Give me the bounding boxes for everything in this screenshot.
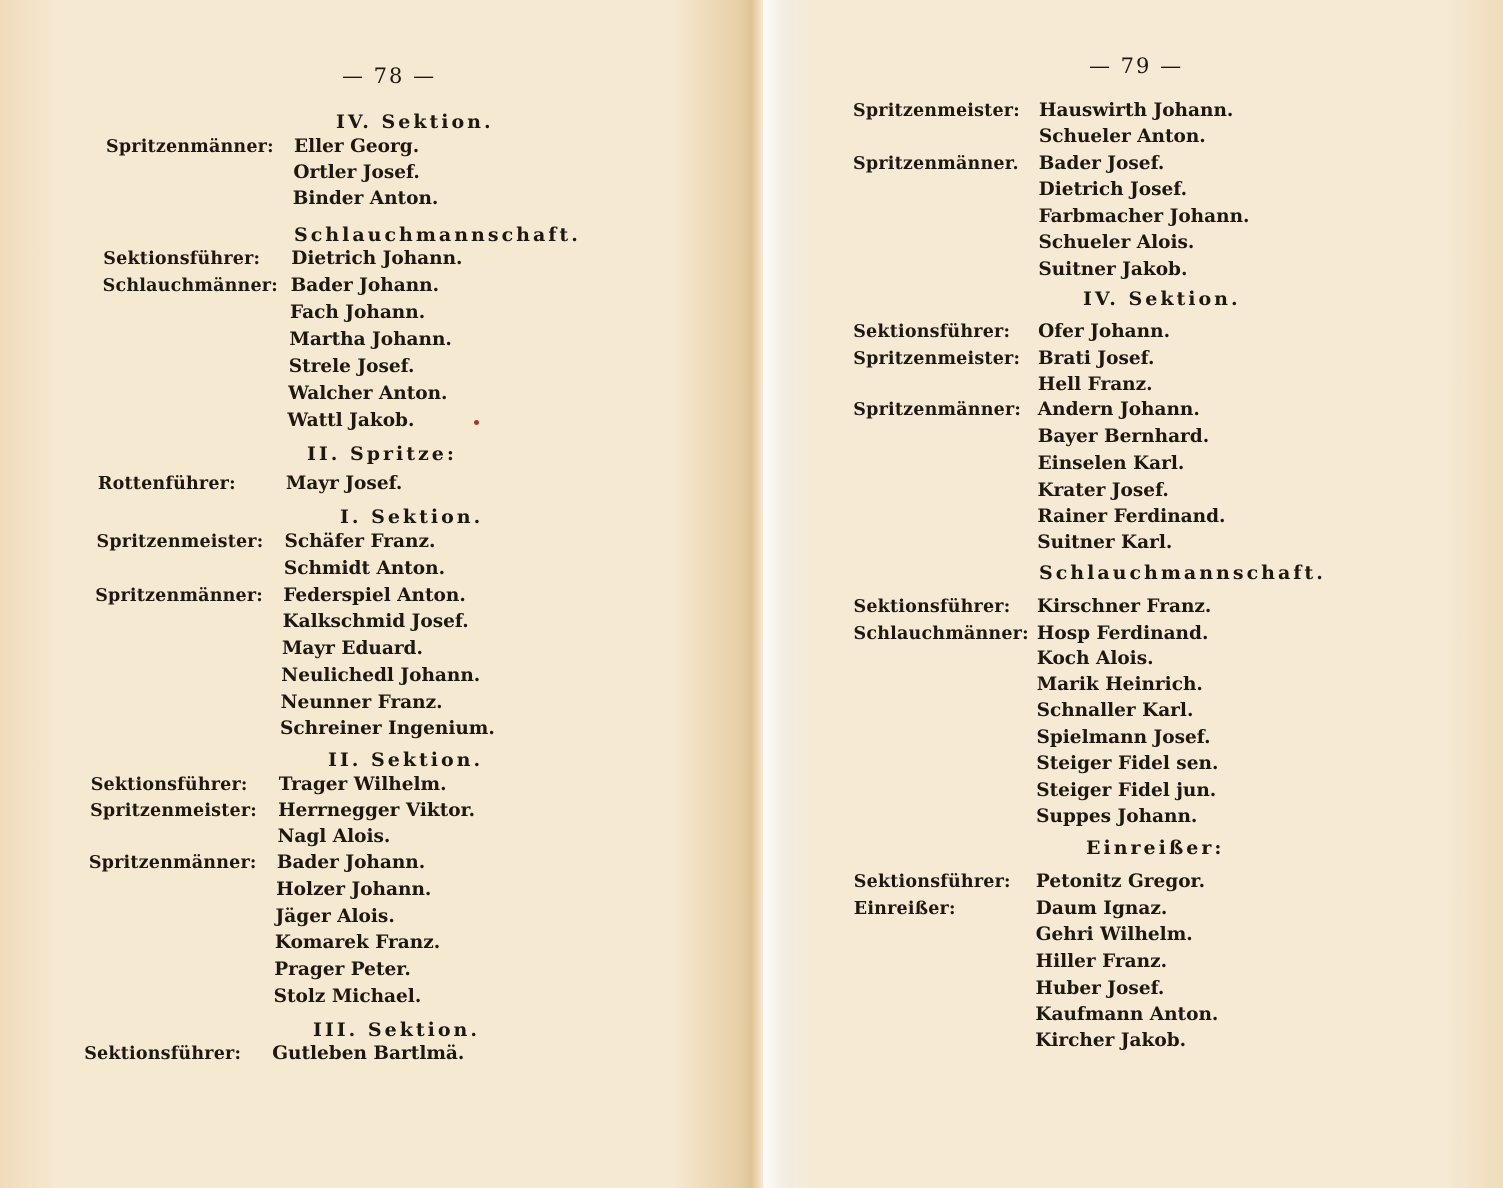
member-name: Fach Johann.	[290, 302, 426, 323]
member-name: Dietrich Johann.	[291, 248, 463, 269]
member-name: Jäger Alois.	[275, 906, 395, 927]
member-name: Farbmacher Johann.	[1038, 206, 1250, 227]
right-page	[763, 0, 1503, 1188]
section-heading: III. Sektion.	[313, 1019, 480, 1041]
member-name: Huber Josef.	[1035, 978, 1165, 999]
page-number: — 78 —	[342, 64, 437, 88]
member-name: Rainer Ferdinand.	[1037, 506, 1226, 527]
member-name: Hauswirth Johann.	[1039, 100, 1234, 121]
member-name: Mayr Josef.	[285, 473, 403, 494]
member-name: Bayer Bernhard.	[1037, 426, 1210, 447]
member-name: Binder Anton.	[292, 188, 439, 209]
member-name: Ortler Josef.	[293, 162, 420, 183]
role-label: Spritzenmeister:	[96, 532, 264, 552]
member-name: Andern Johann.	[1037, 399, 1200, 420]
member-name: Gutleben Bartlmä.	[272, 1043, 465, 1064]
role-label: Sektionsführer:	[853, 322, 1011, 342]
member-name: Kircher Jakob.	[1035, 1030, 1187, 1051]
section-heading: Einreißer:	[1086, 837, 1225, 859]
member-name: Einselen Karl.	[1037, 453, 1185, 474]
member-name: Gehri Wilhelm.	[1035, 924, 1193, 945]
member-name: Daum Ignaz.	[1035, 898, 1168, 919]
member-name: Steiger Fidel jun.	[1036, 780, 1217, 801]
member-name: Neulichedl Johann.	[281, 665, 481, 686]
member-name: Suitner Jakob.	[1038, 259, 1188, 280]
role-label: Spritzenmeister:	[853, 349, 1021, 369]
role-label: Spritzenmänner:	[88, 853, 257, 873]
member-name: Wattl Jakob.	[287, 410, 415, 431]
section-heading: Schlauchmannschaft.	[1039, 562, 1326, 584]
member-name: Ofer Johann.	[1038, 321, 1171, 342]
member-name: Schreiner Ingenium.	[280, 718, 495, 739]
role-label: Sektionsführer:	[853, 597, 1011, 617]
role-label: Spritzenmeister:	[90, 801, 257, 821]
member-name: Bader Johann.	[290, 275, 440, 296]
member-name: Kirschner Franz.	[1037, 596, 1212, 617]
member-name: Schueler Anton.	[1038, 126, 1206, 147]
member-name: Walcher Anton.	[288, 383, 448, 404]
member-name: Strele Josef.	[288, 356, 415, 377]
member-name: Spielmann Josef.	[1036, 727, 1211, 748]
member-name: Hell Franz.	[1037, 374, 1153, 395]
role-label: Sektionsführer:	[84, 1044, 242, 1064]
role-label: Rottenführer:	[97, 474, 236, 494]
member-name: Neunner Franz.	[280, 692, 443, 713]
member-name: Kalkschmid Josef.	[282, 611, 469, 632]
member-name: Hosp Ferdinand.	[1036, 623, 1209, 644]
role-label: Schlauchmänner:	[102, 276, 278, 296]
member-name: Holzer Johann.	[276, 879, 432, 900]
member-name: Suitner Karl.	[1037, 532, 1173, 553]
role-label: Einreißer:	[853, 899, 956, 919]
member-name: Suppes Johann.	[1036, 806, 1198, 827]
member-name: Dietrich Josef.	[1038, 179, 1188, 200]
member-name: Martha Johann.	[289, 329, 452, 350]
role-label: Sektionsführer:	[103, 249, 261, 269]
section-heading: I. Sektion.	[340, 506, 484, 528]
member-name: Steiger Fidel sen.	[1036, 753, 1219, 774]
page-number: — 79 —	[1089, 54, 1184, 78]
member-name: Petonitz Gregor.	[1035, 871, 1206, 892]
member-name: Herrnegger Viktor.	[278, 800, 476, 821]
member-name: Eller Georg.	[294, 136, 420, 157]
member-name: Koch Alois.	[1036, 648, 1154, 669]
member-name: Nagl Alois.	[277, 826, 391, 847]
member-name: Komarek Franz.	[274, 932, 441, 953]
ink-spot	[474, 420, 479, 425]
role-label: Sektionsführer:	[90, 775, 248, 795]
member-name: Krater Josef.	[1037, 480, 1169, 501]
role-label: Sektionsführer:	[853, 872, 1011, 892]
section-heading: Schlauchmannschaft.	[294, 224, 581, 246]
member-name: Federspiel Anton.	[283, 585, 466, 606]
member-name: Brati Josef.	[1038, 348, 1155, 369]
role-label: Spritzenmeister:	[853, 101, 1020, 121]
member-name: Marik Heinrich.	[1036, 674, 1203, 695]
member-name: Kaufmann Anton.	[1035, 1004, 1219, 1025]
role-label: Spritzenmänner:	[853, 400, 1022, 420]
member-name: Stolz Michael.	[273, 986, 422, 1007]
member-name: Mayr Eduard.	[281, 638, 423, 659]
member-name: Bader Josef.	[1038, 153, 1165, 174]
role-label: Schlauchmänner:	[853, 624, 1029, 644]
member-name: Schmidt Anton.	[283, 558, 446, 579]
section-heading: IV. Sektion.	[1083, 288, 1241, 310]
member-name: Schueler Alois.	[1038, 232, 1195, 253]
member-name: Bader Johann.	[276, 852, 426, 873]
member-name: Schnaller Karl.	[1036, 700, 1194, 721]
section-heading: IV. Sektion.	[336, 111, 494, 133]
role-label: Spritzenmänner:	[106, 137, 274, 157]
section-heading: II. Spritze:	[307, 443, 457, 465]
section-heading: II. Sektion.	[328, 749, 484, 771]
member-name: Schäfer Franz.	[284, 531, 436, 552]
member-name: Hiller Franz.	[1035, 951, 1168, 972]
role-label: Spritzenmänner.	[853, 154, 1019, 174]
member-name: Prager Peter.	[274, 959, 411, 980]
role-label: Spritzenmänner:	[95, 586, 263, 606]
member-name: Trager Wilhelm.	[278, 774, 447, 795]
